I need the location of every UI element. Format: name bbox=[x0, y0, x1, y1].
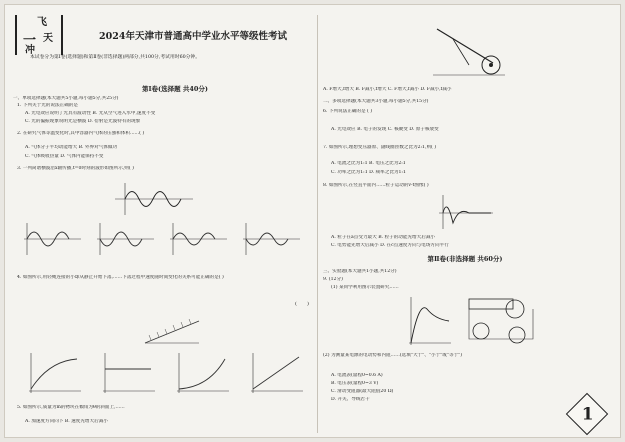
question-line: D. 开关、导线若干 bbox=[331, 397, 370, 402]
option-graphs-q4 bbox=[19, 349, 309, 397]
part1-heading: 第Ⅰ卷(选择题 共40分) bbox=[142, 85, 208, 93]
question-line: C. 光的偏振现象说明光是横波 D. 衍射是光波特有的现象 bbox=[25, 119, 141, 124]
wave-figure bbox=[115, 181, 195, 217]
question-line: 7. 如图所示,理想变压器原、副线圈匝数之比为2:1,则( ) bbox=[323, 145, 437, 150]
question-line: A. 气体分子平均动能增大 B. 外界对气体做功 bbox=[25, 145, 118, 150]
question-line: (1) 某同学利用图示装置研究…… bbox=[331, 285, 399, 290]
question-line: C. 功率之比为1:1 D. 频率之比为1:1 bbox=[331, 170, 406, 175]
exam-sheet bbox=[4, 4, 621, 438]
question-line: C. 气体吸收热量 D. 气体内能保持不变 bbox=[25, 154, 104, 159]
question-line: A. 电流表(量程0~0.6 A) bbox=[331, 373, 383, 378]
exam-title: 2024年天津市普通高中学业水平等级性考试 bbox=[99, 31, 287, 42]
question-line: 6. 下列说法正确的是 ( ) bbox=[323, 109, 373, 114]
question-line: A. 光电效应 B. 电子的发现 C. 核聚变 D. 原子核衰变 bbox=[331, 127, 439, 132]
question-line: C. 电势能先增大后减小 D. 在c点速度方向与电场方向平行 bbox=[331, 243, 449, 248]
question-line: (2) 为测量某电源的电动势和内阻……(选填"大于"、"小于"或"等于") bbox=[323, 353, 463, 358]
question-line: A. 加速度方向向下 B. 速度先增大后减小 bbox=[25, 419, 108, 424]
logo-char: 天 bbox=[43, 33, 53, 44]
question-line: A. 粒子在a点受力最大 B. 粒子的动能先增大后减小 bbox=[331, 235, 436, 240]
question-line: 1. 下列关于光的说法正确的是 bbox=[17, 103, 78, 108]
question-line: 9. (12分) bbox=[323, 277, 343, 282]
answer-paren: ( ) bbox=[295, 301, 309, 307]
question-line: A. 光电效应说明了光具有波动性 B. 光从空气进入水中,速度不变 bbox=[25, 111, 156, 116]
exam-notice: 本试卷分为第Ⅰ卷(选择题)和第Ⅱ卷(非选择题)两部分,共100分,考试用时60分钟。 bbox=[30, 55, 201, 60]
question-line: 8. 如图所示,在竖直平面内……粒子运动的v-t图像( ) bbox=[323, 183, 429, 188]
field-graph bbox=[435, 195, 495, 231]
question-line: 二、多项选择题(本大题共3小题,每小题5分,共15分) bbox=[323, 99, 429, 104]
experiment-figure bbox=[405, 293, 545, 349]
logo-char: 飞 bbox=[37, 17, 47, 28]
logo-char: 一 bbox=[23, 33, 37, 48]
logo-char: 冲 bbox=[25, 45, 35, 56]
question-line: 三、实验题(本大题共1小题,共12分) bbox=[323, 269, 397, 274]
question-line: 4. 如图所示,用轻绳连接的小球从静止开始下落,……下落过程中速度随时间变化的关系可能正确的是( ) bbox=[17, 275, 224, 280]
question-line: 2. 在研究气体等温变化时,其中容器内气体的压强和体积……( ) bbox=[17, 131, 145, 136]
question-line: 5. 如图所示,质量为m的物块在倾角为θ的斜面上,…… bbox=[17, 405, 125, 410]
cart-figure bbox=[433, 25, 505, 77]
question-line: 一、单项选择题(本大题共5小题,每小题5分,共25分) bbox=[13, 96, 119, 101]
page-number: 1 bbox=[581, 404, 594, 425]
option-graphs-q3 bbox=[19, 219, 309, 259]
column-divider bbox=[317, 15, 318, 433]
part2-heading: 第Ⅱ卷(非选择题 共60分) bbox=[427, 255, 503, 263]
incline-figure bbox=[145, 315, 201, 345]
question-line: B. 电压表(量程0~3 V) bbox=[331, 381, 379, 386]
question-line: A. F增大,f增大 B. F减小,f增大 C. F增大,f减小 D. F减小,f减小 bbox=[323, 87, 452, 92]
question-line: A. 电流之比为1:1 B. 电压之比为2:1 bbox=[331, 161, 406, 166]
question-line: C. 滑动变阻器(最大阻值20 Ω) bbox=[331, 389, 394, 394]
question-line: 3. 一列简谐横波沿x轴传播,t=0时刻的波形如图所示,则( ) bbox=[17, 166, 134, 171]
logo bbox=[15, 15, 63, 55]
